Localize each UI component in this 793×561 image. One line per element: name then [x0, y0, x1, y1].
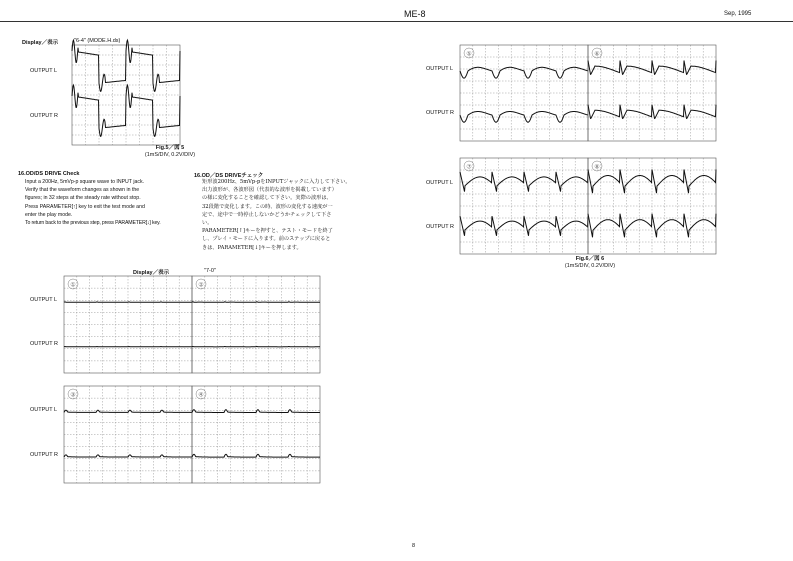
document-date: Sep, 1995	[724, 11, 752, 17]
svg-text:③: ③	[70, 391, 76, 399]
waveform-trace	[588, 170, 716, 194]
panel-lower-output-l-label: OUTPUT L	[426, 180, 454, 186]
waveform-trace	[588, 105, 716, 119]
scope-panel-4	[192, 386, 320, 483]
svg-text:①: ①	[70, 281, 76, 289]
panel-number-badge	[592, 161, 602, 171]
fig5-display-label: Display／表示	[22, 40, 59, 46]
text-line: 32段階で変化します。この時、波形の変化する速度が一	[202, 203, 333, 210]
waveform-trace	[460, 216, 588, 236]
panel-bottom-output-r-label: OUTPUT R	[30, 452, 59, 458]
section16-body-en	[25, 178, 180, 227]
scope-grid	[460, 45, 588, 141]
panel-upper-output-l-label: OUTPUT L	[426, 66, 454, 72]
waveform-trace	[72, 85, 180, 136]
text-line: figures; in 32 steps at the steady rate without stop.	[25, 195, 141, 202]
scope-panel-1	[64, 276, 192, 373]
svg-text:⑧: ⑧	[594, 163, 600, 171]
scope-panel-2	[192, 276, 320, 373]
panel-number-badge	[592, 48, 602, 58]
panel-number-badge	[68, 279, 78, 289]
panel-upper-output-r-label: OUTPUT R	[426, 110, 455, 116]
text-line: い。	[202, 220, 213, 227]
panel-number-badge	[464, 48, 474, 58]
scope-panel-5	[460, 45, 588, 141]
text-line: 定で、途中で一時停止しないかどうかチェックして下さ	[202, 211, 332, 218]
scope-panel-7	[460, 158, 588, 254]
fig7-display-value: "7-0"	[204, 268, 216, 274]
scope-grid	[192, 386, 320, 483]
scope-panel-6	[588, 45, 716, 141]
panel-bottom-output-l-label: OUTPUT L	[30, 407, 58, 413]
fig5-output-l-label: OUTPUT L	[30, 68, 58, 74]
text-line: Verify that the waveform changes as shown in the	[25, 187, 140, 194]
text-line: 矩形波200Hz、5mVp-pをINPUTジャックに入力して下さい。	[202, 179, 351, 185]
waveform-trace	[588, 61, 716, 75]
fig7-display-label: Display／表示	[133, 270, 170, 276]
panel-lower-output-r-label: OUTPUT R	[426, 224, 455, 230]
section16-body-jp	[202, 178, 362, 252]
text-line: の様に変化することを確認して下さい。実際の波形は、	[202, 195, 332, 202]
text-line: し、プレイ・モードに入ります。前のステップに戻ると	[202, 236, 331, 243]
scope-panel-3	[64, 386, 192, 483]
fig5-oscilloscope-trace	[72, 45, 180, 145]
svg-text:⑥: ⑥	[594, 50, 600, 58]
text-line: To return back to the previous step, press PARAMETER[↓] key.	[25, 220, 161, 227]
svg-text:④: ④	[198, 391, 204, 399]
svg-text:②: ②	[198, 281, 204, 289]
document-title: ME-8	[404, 9, 426, 19]
text-line: PARAMETER[↑]キーを押すと、テスト・モードを終了	[202, 228, 333, 235]
svg-text:⑤: ⑤	[466, 50, 472, 58]
scope-grid	[588, 45, 716, 141]
panel-number-badge	[196, 279, 206, 289]
text-line: きは、PARAMETER[↓]キーを押します。	[202, 244, 302, 251]
scope-grid	[64, 386, 192, 483]
waveform-trace	[72, 40, 180, 91]
text-line: 出力波形が、各波形図（代表的な波形を掲載しています）	[202, 187, 337, 194]
fig6-scale: (1mS/DIV, 0.2V/DIV)	[564, 263, 616, 269]
fig5-display-value: "6-4" (MODE.H.ds)	[74, 38, 121, 44]
fig5-scale: (1mS/DIV, 0.2V/DIV)	[144, 152, 196, 158]
fig5-caption: Fig.5／図 5	[155, 145, 185, 151]
section16-title-jp: 16.OD／DS DRIVEチェック	[194, 173, 264, 179]
text-line: Input a 200Hz, 5mVp-p square wave to INPUT jack.	[25, 179, 144, 185]
scope-panel-8	[588, 158, 716, 254]
panel-top-output-l-label: OUTPUT L	[30, 297, 58, 303]
panel-number-badge	[196, 389, 206, 399]
fig6-caption: Fig.6／図 6	[575, 256, 605, 262]
page-number: 8	[412, 543, 416, 549]
scope-grid	[192, 276, 320, 373]
panel-top-output-r-label: OUTPUT R	[30, 341, 59, 347]
fig5-output-r-label: OUTPUT R	[30, 113, 59, 119]
section16-title-en: 16.OD/DS DRIVE Check	[18, 171, 80, 177]
text-line: Press PARAMETER[↑] key to exit the test mode and	[25, 203, 145, 210]
text-line: enter the play mode.	[25, 211, 73, 218]
svg-text:⑦: ⑦	[466, 163, 472, 171]
panel-number-badge	[68, 389, 78, 399]
panel-number-badge	[464, 161, 474, 171]
scope-grid	[64, 276, 192, 373]
header-rule	[0, 21, 793, 22]
